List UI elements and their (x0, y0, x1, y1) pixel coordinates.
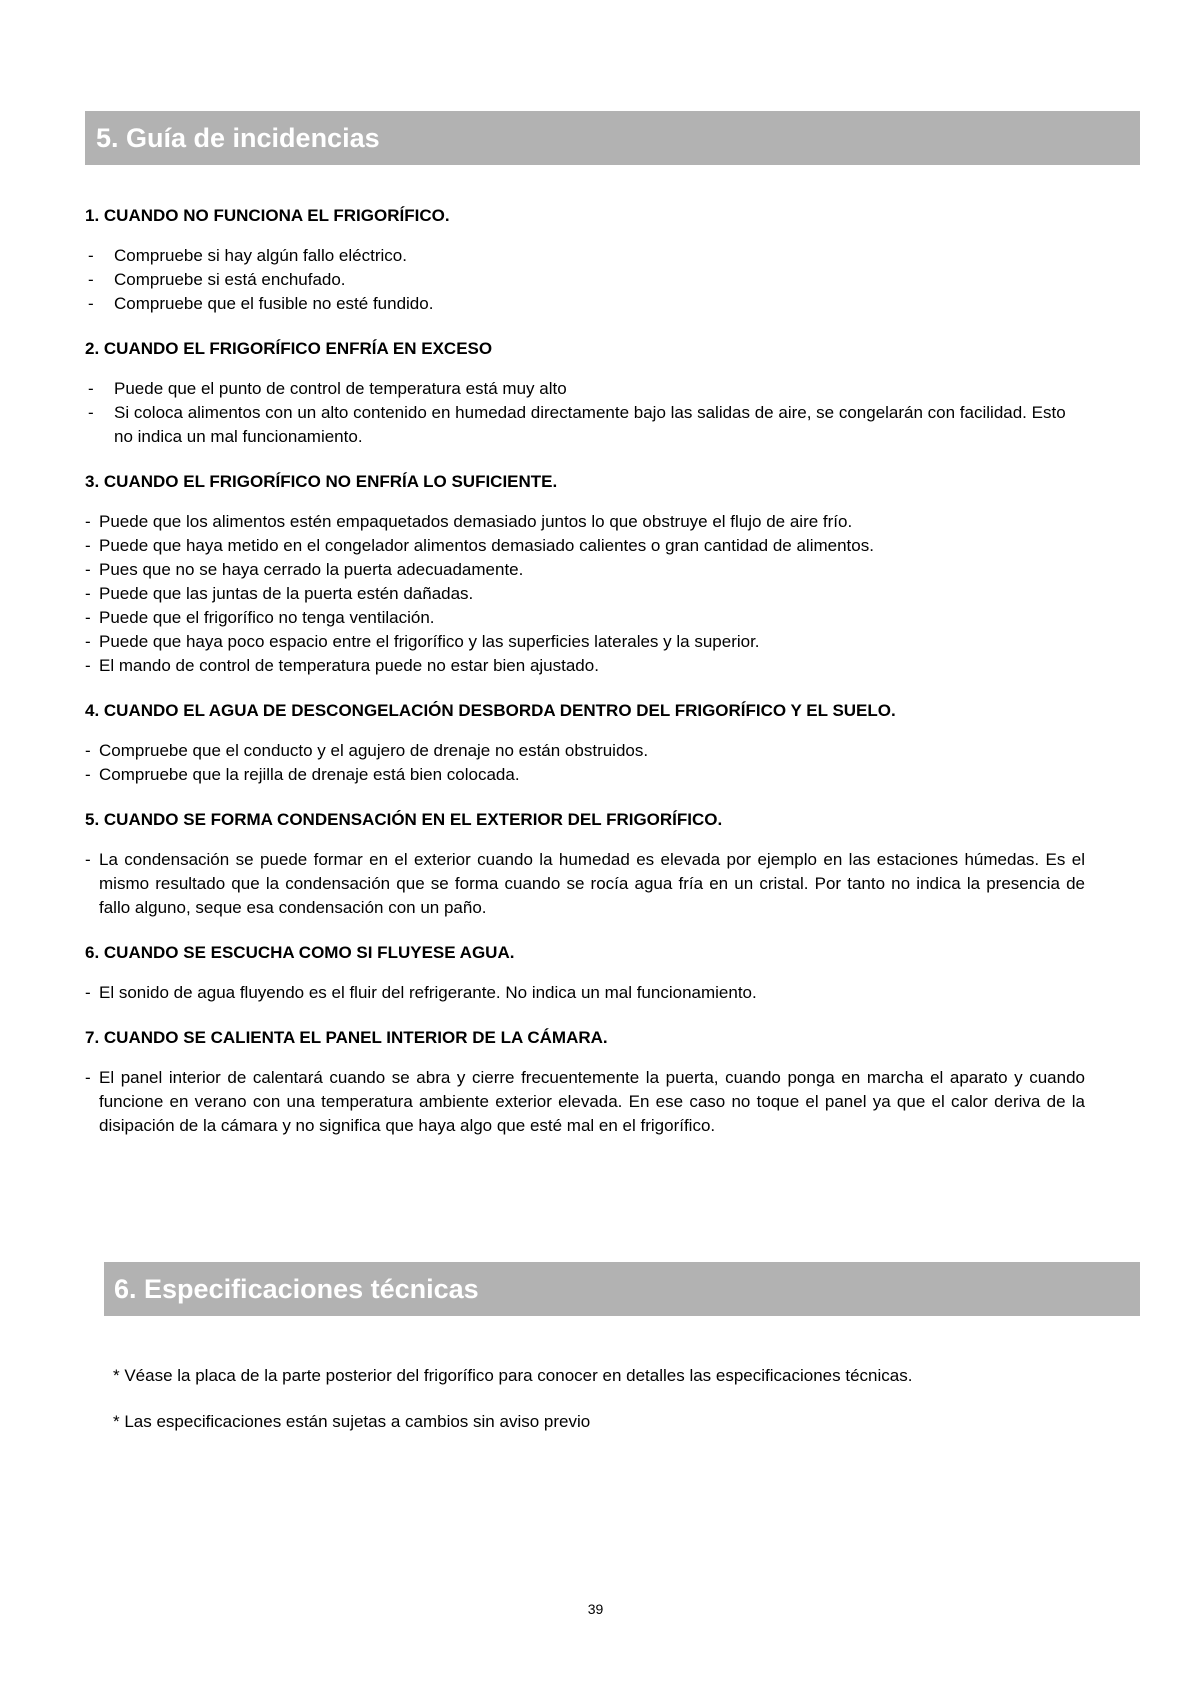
list-item: - Compruebe que el fusible no esté fundido. (85, 292, 1085, 316)
list-item: - Puede que el punto de control de temperatura está muy alto (85, 377, 1085, 401)
list-item: - El mando de control de temperatura puede no estar bien ajustado. (85, 654, 1085, 678)
list-item: - Compruebe que el conducto y el agujero de drenaje no están obstruidos. (85, 739, 1085, 763)
page-number: 39 (587, 1601, 604, 1617)
subsection-title: 3. CUANDO EL FRIGORÍFICO NO ENFRÍA LO SUFICIENTE. (85, 472, 558, 491)
subsection-title: 6. CUANDO SE ESCUCHA COMO SI FLUYESE AGUA. (85, 943, 515, 962)
bullet-list (85, 377, 1085, 449)
spec-note: * Véase la placa de la parte posterior del frigorífico para conocer en detalles las especificaciones técnicas. (113, 1366, 913, 1385)
list-item: - Puede que el frigorífico no tenga ventilación. (85, 606, 1085, 630)
troubleshooting-content (85, 204, 1085, 1159)
subsection-title: 7. CUANDO SE CALIENTA EL PANEL INTERIOR DE LA CÁMARA. (85, 1028, 608, 1047)
section-heading-troubleshooting: 5. Guía de incidencias (85, 111, 1140, 165)
list-item: - Compruebe que la rejilla de drenaje está bien colocada. (85, 763, 1085, 787)
list-item: - El sonido de agua fluyendo es el fluir del refrigerante. No indica un mal funcionamiento. (85, 981, 1085, 1005)
list-item: - La condensación se puede formar en el exterior cuando la humedad es elevada por ejemplo en las estaciones húmedas. Es el mismo resultado que la condensación que se forma cuando se rocía agua fría en un cristal. Por tanto no indica la presencia de fallo alguno, seque esa condensación con un paño. (85, 848, 1085, 920)
section-heading-specifications: 6. Especificaciones técnicas (104, 1262, 1140, 1316)
bullet-list (85, 510, 1085, 678)
list-item: - Pues que no se haya cerrado la puerta adecuadamente. (85, 558, 1085, 582)
subsection-title: 5. CUANDO SE FORMA CONDENSACIÓN EN EL EXTERIOR DEL FRIGORÍFICO. (85, 810, 723, 829)
spec-note: * Las especificaciones están sujetas a cambios sin aviso previo (113, 1412, 591, 1431)
list-item: - Puede que los alimentos estén empaquetados demasiado juntos lo que obstruye el flujo de aire frío. (85, 510, 1085, 534)
bullet-list (85, 244, 1085, 316)
subsection-title: 2. CUANDO EL FRIGORÍFICO ENFRÍA EN EXCESO (85, 339, 493, 358)
list-item: - Puede que las juntas de la puerta estén dañadas. (85, 582, 1085, 606)
bullet-list (85, 848, 1085, 920)
list-item: - Compruebe si hay algún fallo eléctrico. (85, 244, 1085, 268)
bullet-list (85, 1066, 1085, 1138)
bullet-list (85, 739, 1085, 787)
list-item: - Puede que haya metido en el congelador alimentos demasiado calientes o gran cantidad de alimentos. (85, 534, 1085, 558)
list-item: - Compruebe si está enchufado. (85, 268, 1085, 292)
list-item: - El panel interior de calentará cuando se abra y cierre frecuentemente la puerta, cuando ponga en marcha el aparato y cuando funcione en verano con una temperatura ambiente exterior elevada. En ese caso no toque el panel ya que el calor deriva de la disipación de la cámara y no significa que haya algo que esté mal en el frigorífico. (85, 1066, 1085, 1138)
subsection-title: 1. CUANDO NO FUNCIONA EL FRIGORÍFICO. (85, 206, 450, 225)
specifications-notes (113, 1364, 1113, 1456)
list-item: - Si coloca alimentos con un alto contenido en humedad directamente bajo las salidas de aire, se congelarán con facilidad. Esto no indica un mal funcionamiento. (85, 401, 1085, 449)
bullet-list (85, 981, 1085, 1005)
list-item: - Puede que haya poco espacio entre el frigorífico y las superficies laterales y la superior. (85, 630, 1085, 654)
subsection-title: 4. CUANDO EL AGUA DE DESCONGELACIÓN DESBORDA DENTRO DEL FRIGORÍFICO Y EL SUELO. (85, 701, 896, 720)
